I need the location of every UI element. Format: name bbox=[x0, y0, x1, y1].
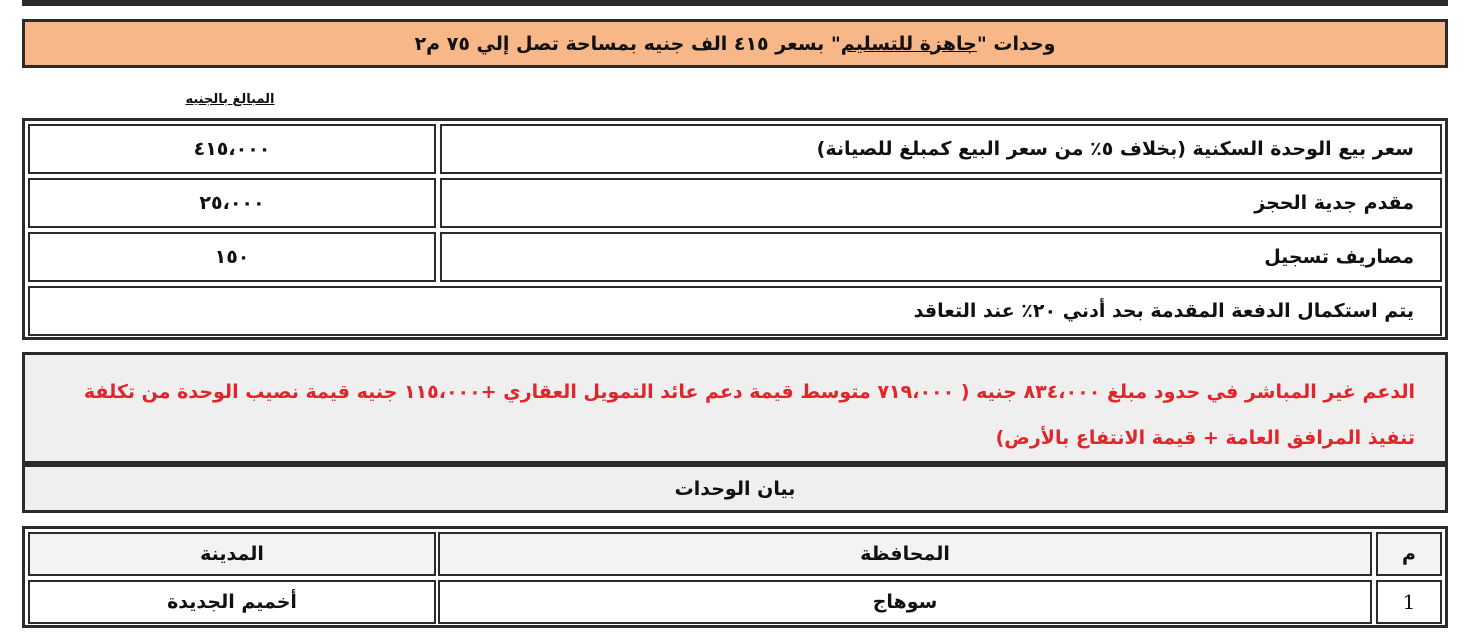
table-cell-governorate: سوهاج bbox=[438, 580, 1372, 624]
price-row-value: ١٥٠ bbox=[28, 232, 436, 282]
price-row-label: مقدم جدية الحجز bbox=[440, 178, 1442, 228]
banner-text bbox=[415, 33, 1056, 55]
price-row-label: سعر بيع الوحدة السكنية (بخلاف ٥٪ من سعر البيع كمبلغ للصيانة) bbox=[440, 124, 1442, 174]
column-header-governorate: المحافظة bbox=[438, 532, 1372, 576]
price-row-label: مصاريف تسجيل bbox=[440, 232, 1442, 282]
banner-underlined-text: جاهزة للتسليم bbox=[840, 32, 977, 55]
units-section-title: بيان الوحدات bbox=[22, 464, 1448, 513]
table-cell-num: 1 bbox=[1376, 580, 1442, 624]
indirect-support-note: الدعم غير المباشر في حدود مبلغ ٨٣٤،٠٠٠ جنيه ( ٧١٩،٠٠٠ متوسط قيمة دعم عائد التمويل العقاري +١١٥،٠٠٠ جنيه قيمة نصيب الوحدة من تكلفة تنفيذ المرافق العامة + قيمة الانتفاع بالأرض) bbox=[22, 352, 1448, 464]
price-table bbox=[22, 118, 1448, 340]
table-cell-city: أخميم الجديدة bbox=[28, 580, 436, 624]
banner-text-end: " بسعر ٤١٥ الف جنيه بمساحة تصل إلي ٧٥ م٢ bbox=[414, 32, 841, 55]
price-row-value: ٤١٥،٠٠٠ bbox=[28, 124, 436, 174]
top-rule bbox=[22, 0, 1448, 6]
completion-note: يتم استكمال الدفعة المقدمة بحد أدني ٢٠٪ عند التعاقد bbox=[28, 286, 1442, 336]
column-header-city: المدينة bbox=[28, 532, 436, 576]
column-header-num: م bbox=[1376, 532, 1442, 576]
currency-note: المبالغ بالجنيه bbox=[185, 92, 275, 107]
offer-title-banner bbox=[22, 19, 1448, 68]
price-row-value: ٢٥،٠٠٠ bbox=[28, 178, 436, 228]
banner-text-start: وحدات " bbox=[976, 32, 1056, 55]
units-table bbox=[22, 526, 1448, 628]
